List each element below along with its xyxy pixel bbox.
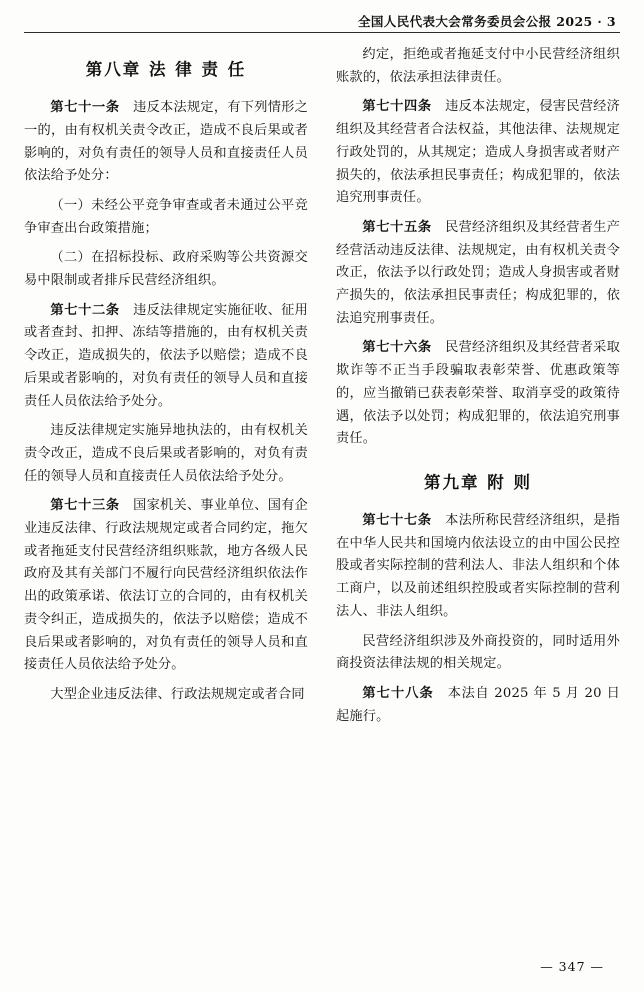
- paragraph-text: 民营经济组织及其经营者生产经营活动违反法律、法规规定，由有权机关责令改正，依法予以行政处罚；造成人身损害或者财产损失的，依法承担民事责任；构成犯罪的，依法追究刑事责任。: [336, 219, 620, 326]
- paragraph-text: 约定，拒绝或者拖延支付中小民营经济组织账款的，依法承担法律责任。: [336, 47, 620, 85]
- paragraph-text: 大型企业违反法律、行政法规规定或者合同: [50, 686, 305, 702]
- paragraph-text: 国家机关、事业单位、国有企业违反法律、行政法规规定或者合同约定，拖欠或者拖延支付民营经济组织账款，地方各级人民政府及其有关部门不履行向民营经济组织依法作出的政策承诺、依法订立的合同的，由有权机关责令纠正，造成损失的，依法予以赔偿；造成不良后果或者影响的，对负有责任的领导人员和直接责任人员依法给予处分。: [24, 498, 308, 673]
- article-number: 第七十四条: [362, 99, 432, 115]
- article-number: 第七十三条: [50, 498, 120, 514]
- article-number: 第七十五条: [362, 219, 432, 235]
- paragraph-text: 违反法律规定实施征收、征用或者查封、扣押、冻结等措施的，由有权机关责令改正，造成损失的，依法予以赔偿；造成不良后果或者影响的，对负有责任的领导人员和直接责任人员依法给予处分。: [24, 302, 308, 409]
- paragraph: [24, 684, 308, 707]
- chapter-eight-title: 第八章 法 律 责 任: [85, 60, 247, 79]
- paragraph: [24, 495, 308, 677]
- paragraph: [24, 195, 308, 240]
- running-header: 全国人民代表大会常务委员会公报 2025 · 3: [358, 14, 616, 29]
- paragraph-text: 本法自 2025 年 5 月 20 日起施行。: [336, 685, 621, 724]
- paragraph-text: 民营经济组织涉及外商投资的，同时适用外商投资法律法规的相关规定。: [336, 633, 620, 672]
- paragraph: [336, 44, 620, 89]
- chapter-nine-title: 第九章 附 则: [424, 472, 532, 492]
- article-number: 第七十二条: [50, 302, 120, 318]
- header-rule: [24, 32, 620, 33]
- paragraph: [336, 337, 620, 451]
- paragraph-text: （一）未经公平竞争审查或者未通过公平竞争审查出台政策措施；: [24, 197, 308, 236]
- paragraph: [24, 247, 308, 292]
- article-number: 第七十六条: [362, 340, 432, 356]
- paragraph: [336, 631, 620, 676]
- paragraph-text: （二）在招标投标、政府采购等公共资源交易中限制或者排斥民营经济组织。: [24, 250, 308, 289]
- paragraph: [336, 96, 620, 210]
- paragraph-text: 违反法律规定实施异地执法的，由有权机关责令改正，造成不良后果或者影响的，对负有责任的领导人员和直接责任人员依法给予处分。: [24, 423, 308, 484]
- paragraph: [336, 217, 620, 331]
- paragraph-text: 民营经济组织及其经营者采取欺诈等不正当手段骗取表彰荣誉、优惠政策等的，应当撤销已获表彰荣誉、取消享受的政策待遇，依法予以处罚；构成犯罪的，依法追究刑事责任。: [336, 340, 620, 447]
- article-number: 第七十八条: [362, 685, 434, 701]
- paragraph: [336, 683, 620, 728]
- paragraph-text: 违反本法规定，有下列情形之一的，由有权机关责令改正，造成不良后果或者影响的，对负有责任的领导人员和直接责任人员依法给予处分：: [24, 100, 308, 184]
- paragraph-text: 违反本法规定，侵害民营经济组织及其经营者合法权益，其他法律、法规规定行政处罚的，从其规定；造成人身损害或者财产损失的，依法承担民事责任；构成犯罪的，依法追究刑事责任。: [336, 99, 620, 206]
- paragraph: [24, 97, 308, 188]
- paragraph: [336, 510, 620, 624]
- page-number: — 347 —: [540, 959, 604, 974]
- paragraph-text: 本法所称民营经济组织，是指在中华人民共和国境内依法设立的由中国公民控股或者实际控制的营利法人、非法人组织和个体工商户，以及前述组织控股或者实际控制的营利法人、非法人组织。: [336, 513, 620, 619]
- paragraph: [24, 420, 308, 488]
- two-column-body: [24, 44, 620, 944]
- article-number: 第七十一条: [50, 100, 120, 116]
- article-number: 第七十七条: [362, 513, 432, 529]
- paragraph: [24, 300, 308, 414]
- right-column: [336, 44, 620, 944]
- left-column: [24, 44, 308, 944]
